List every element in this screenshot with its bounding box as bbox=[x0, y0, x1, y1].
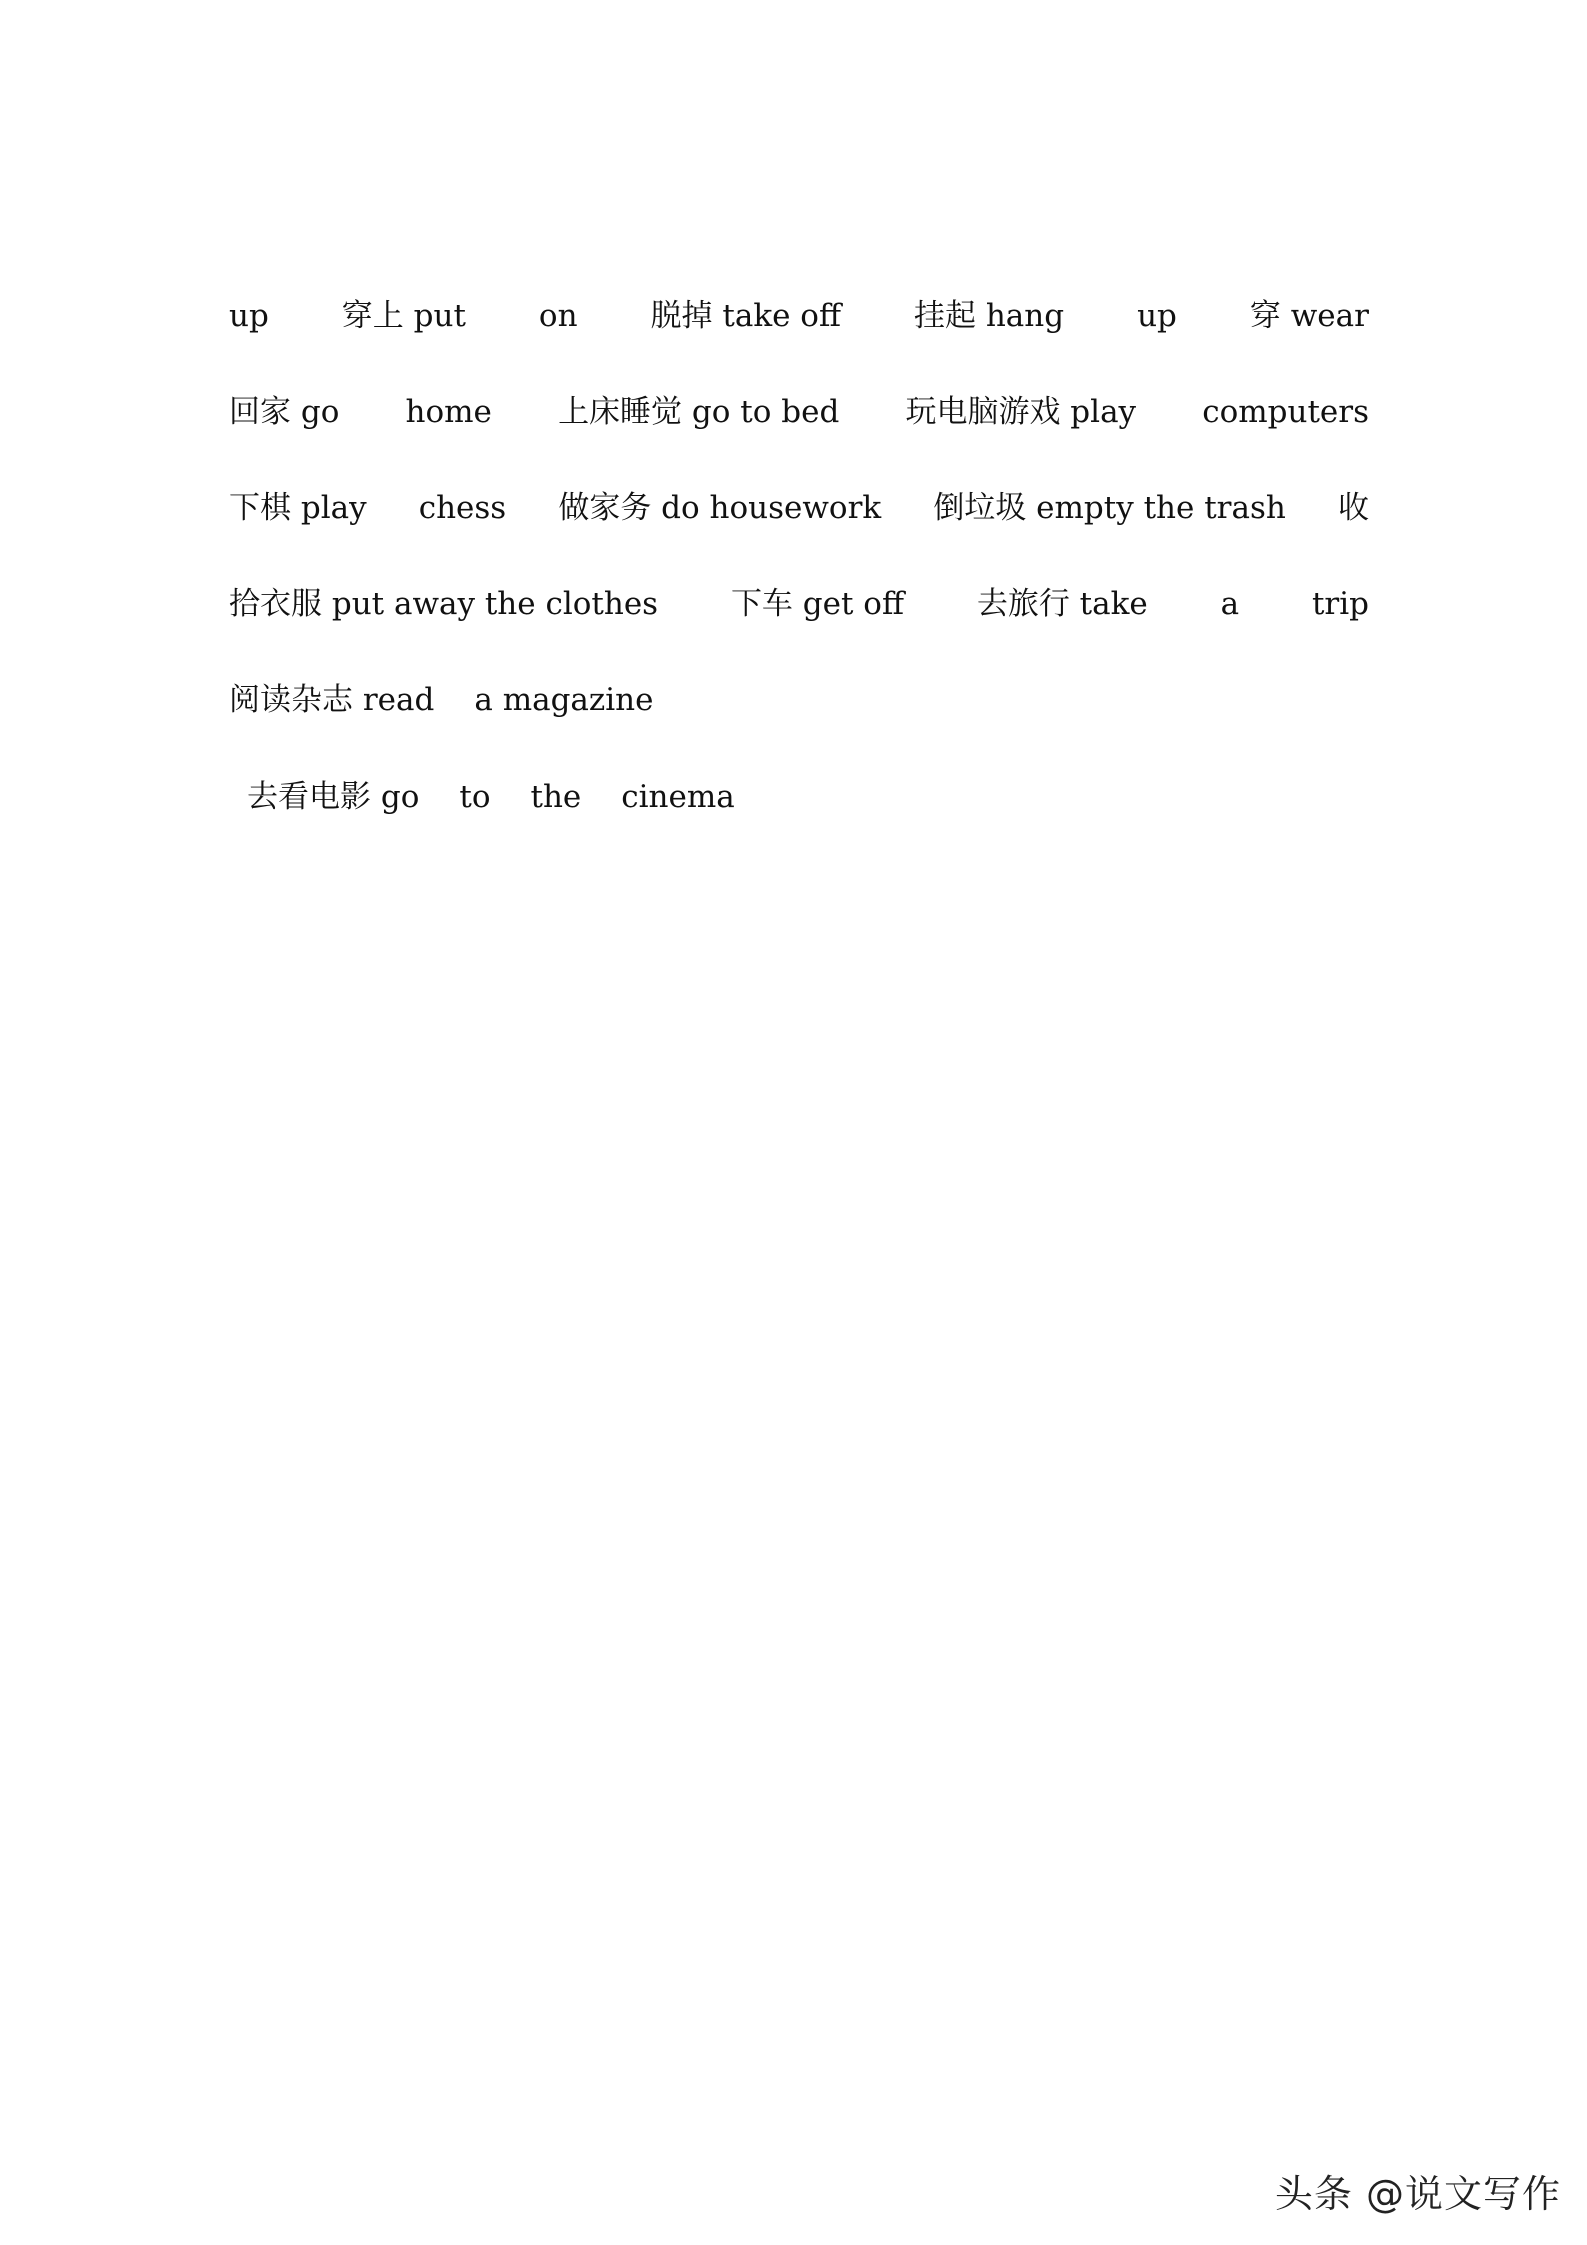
phrase: a bbox=[1220, 586, 1240, 622]
phrase: the bbox=[530, 779, 582, 815]
phrase: chess bbox=[418, 490, 507, 526]
phrase: 下棋 play bbox=[229, 490, 367, 526]
text-line-6 bbox=[247, 767, 1387, 827]
phrase: 收 bbox=[1337, 490, 1369, 526]
phrase: 下车 get off bbox=[730, 586, 904, 622]
phrase: 做家务 do housework bbox=[558, 490, 882, 526]
watermark: 头条 @说文写作 bbox=[1274, 2172, 1561, 2216]
phrase: 上床睡觉 go to bed bbox=[558, 394, 840, 430]
text-line-1 bbox=[229, 286, 1369, 346]
phrase: 挂起 hang bbox=[913, 298, 1065, 334]
phrase: home bbox=[405, 394, 492, 430]
text-line-2 bbox=[229, 382, 1369, 442]
phrase: 穿 wear bbox=[1249, 298, 1369, 334]
text-line-4 bbox=[229, 574, 1369, 634]
phrase: 去旅行 take bbox=[976, 586, 1148, 622]
phrase: 倒垃圾 empty the trash bbox=[933, 490, 1286, 526]
phrase: up bbox=[1137, 298, 1177, 334]
phrase: up bbox=[229, 298, 269, 334]
phrase: computers bbox=[1202, 394, 1369, 430]
phrase: a magazine bbox=[474, 682, 654, 718]
phrase: 回家 go bbox=[229, 394, 340, 430]
text-line-3 bbox=[229, 478, 1369, 538]
phrase: 拾衣服 put away the clothes bbox=[229, 586, 659, 622]
phrase: 脱掉 take off bbox=[650, 298, 841, 334]
phrase: 阅读杂志 read bbox=[229, 682, 435, 718]
phrase: on bbox=[538, 298, 578, 334]
phrase: 穿上 put bbox=[341, 298, 466, 334]
phrase: trip bbox=[1311, 586, 1369, 622]
phrase: to bbox=[459, 779, 491, 815]
phrase: cinema bbox=[621, 779, 735, 815]
phrase: 玩电脑游戏 play bbox=[905, 394, 1137, 430]
text-line-5 bbox=[229, 670, 1369, 730]
phrase: 去看电影 go bbox=[247, 779, 420, 815]
